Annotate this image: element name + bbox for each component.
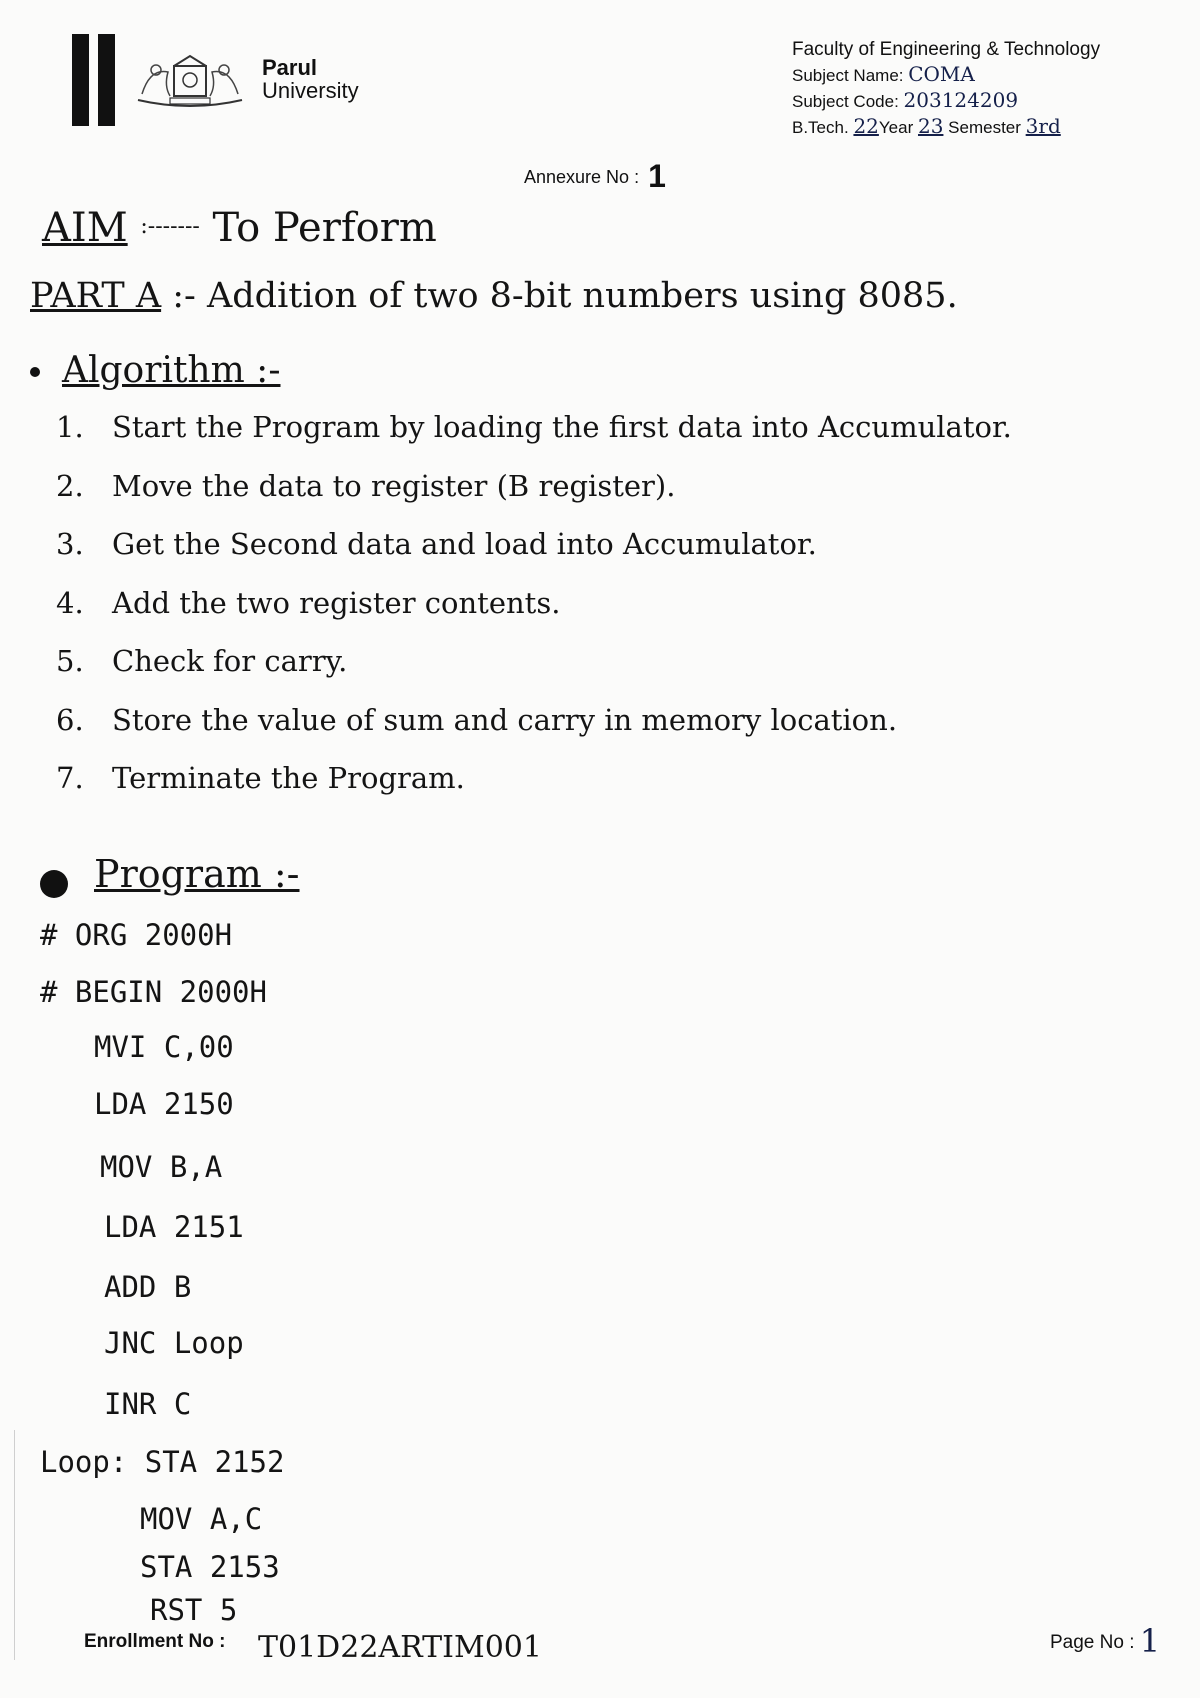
part-a-label: PART A xyxy=(30,276,162,316)
university-name xyxy=(262,56,359,102)
page-number xyxy=(1050,1622,1160,1660)
university-word: University xyxy=(262,78,359,104)
btech-label: B.Tech. xyxy=(792,118,849,137)
code-line: LDA 2150 xyxy=(94,1087,234,1121)
code-line: INR C xyxy=(104,1387,192,1421)
aim-label: AIM xyxy=(42,205,128,251)
subject-code-value: 203124209 xyxy=(903,88,1019,112)
subject-code-label: Subject Code: xyxy=(792,92,899,111)
part-a-line xyxy=(30,276,958,316)
code-line-org: # ORG 2000H xyxy=(40,918,233,952)
subject-code-row xyxy=(792,88,1100,114)
algorithm-steps xyxy=(56,398,1012,808)
btech-row xyxy=(792,114,1100,140)
year-label: Year xyxy=(878,118,914,137)
list-item: 7. Terminate the Program. xyxy=(56,761,465,795)
annexure-label: Annexure No : xyxy=(524,167,640,187)
code-line: LDA 2151 xyxy=(104,1210,244,1244)
list-item: 6. Store the value of sum and carry in memory location. xyxy=(56,702,898,737)
code-line-loop: Loop: STA 2152 xyxy=(40,1445,285,1479)
code-line: JNC Loop xyxy=(104,1326,244,1360)
list-item: 4. Add the two register contents. xyxy=(56,585,561,620)
university-crest-icon xyxy=(130,50,250,112)
enrollment-value: T01D22ARTIM001 xyxy=(258,1630,542,1665)
university-bold: Parul xyxy=(262,55,318,80)
algorithm-bullet xyxy=(30,367,40,377)
code-line-begin: # BEGIN 2000H xyxy=(40,975,267,1009)
code-line: STA 2153 xyxy=(140,1550,280,1584)
btech-year-from: 22 xyxy=(853,114,879,138)
code-line: MVI C,00 xyxy=(94,1030,234,1064)
list-item: 5. Check for carry. xyxy=(56,644,348,678)
subject-name-value: COMA xyxy=(908,62,975,86)
annexure xyxy=(524,158,666,195)
list-item: 2. Move the data to register (B register). xyxy=(56,468,676,503)
list-item: 3. Get the Second data and load into Accumulator. xyxy=(56,527,817,561)
program-bullet xyxy=(40,870,68,898)
subject-name-row xyxy=(792,62,1100,88)
code-line: MOV A,C xyxy=(140,1502,263,1536)
page-label: Page No : xyxy=(1050,1632,1135,1653)
code-line: RST 5 xyxy=(150,1593,238,1627)
code-line: ADD B xyxy=(104,1270,192,1304)
semester-value: 3rd xyxy=(1025,114,1061,138)
enrollment-label: Enrollment No : xyxy=(84,1631,226,1652)
semester-label: Semester xyxy=(948,118,1021,137)
list-item: 1. Start the Program by loading the first data into Accumulator. xyxy=(56,410,1012,444)
margin-line xyxy=(14,1430,15,1660)
aim-line xyxy=(42,205,437,251)
aim-separator: :------- xyxy=(140,214,200,239)
btech-year-to: 23 xyxy=(917,114,944,138)
header-info xyxy=(792,38,1100,140)
program-title: Program :- xyxy=(94,852,300,896)
logo-bars xyxy=(72,34,118,126)
algorithm-title: Algorithm :- xyxy=(62,350,281,391)
page-value: 1 xyxy=(1139,1622,1161,1660)
subject-name-label: Subject Name: xyxy=(792,66,904,85)
annexure-number: 1 xyxy=(648,158,666,194)
faculty-name: Faculty of Engineering & Technology xyxy=(792,39,1101,60)
aim-text: To Perform xyxy=(212,205,437,251)
part-a-text: :- Addition of two 8-bit numbers using 8085. xyxy=(172,276,958,316)
code-line: MOV B,A xyxy=(100,1150,223,1184)
